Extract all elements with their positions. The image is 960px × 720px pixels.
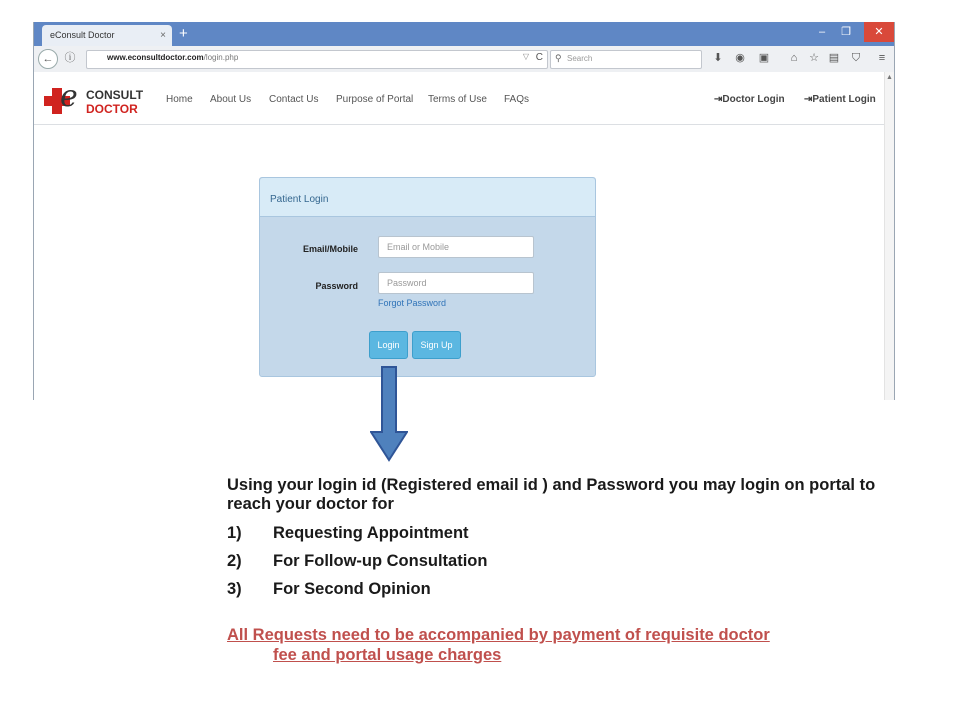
site-info-icon[interactable]: ⓘ <box>64 52 76 64</box>
browser-tab[interactable] <box>42 25 172 46</box>
nav-contact-link[interactable]: Contact Us <box>269 94 319 105</box>
site-header <box>34 72 884 125</box>
login-button[interactable]: Login <box>369 331 408 359</box>
page-scrollbar[interactable] <box>884 72 895 400</box>
list-item <box>227 519 907 547</box>
purpose-list <box>227 519 907 603</box>
maximize-icon[interactable]: ❐ <box>841 26 851 38</box>
nav-home-link[interactable]: Home <box>166 94 193 105</box>
logo-letter: e <box>60 79 78 114</box>
back-arrow-icon[interactable]: ← <box>38 49 58 69</box>
new-tab-icon[interactable]: + <box>179 25 188 42</box>
email-label: Email/Mobile <box>302 244 358 254</box>
down-arrow-icon <box>370 366 408 462</box>
browser-window <box>33 22 895 400</box>
list-text: For Follow-up Consultation <box>273 552 488 570</box>
sign-in-icon: ⇥ <box>804 94 813 105</box>
dropdown-icon[interactable]: ▽ <box>522 52 529 61</box>
password-label: Password <box>315 281 358 291</box>
url-path: /login.php <box>203 53 239 62</box>
url-domain: www.econsultdoctor.com <box>107 53 204 62</box>
list-number: 2) <box>227 552 242 570</box>
clipboard-icon[interactable]: ▤ <box>828 52 840 64</box>
search-icon: ⚲ <box>555 53 562 63</box>
list-number: 1) <box>227 524 242 542</box>
panel-title: Patient Login <box>270 194 329 205</box>
shield-icon[interactable]: ⛉ <box>851 52 861 64</box>
hamburger-menu-icon[interactable]: ≡ <box>878 52 886 64</box>
pocket-icon[interactable]: ◉ <box>735 52 745 64</box>
url-text <box>107 53 238 62</box>
minimize-icon[interactable]: – <box>818 26 826 38</box>
logo-doctor-text: DOCTOR <box>86 102 138 116</box>
logo-consult-text: CONSULT <box>86 88 144 102</box>
doctor-login-link[interactable] <box>714 94 785 105</box>
tab-title: eConsult Doctor <box>50 30 115 40</box>
browser-titlebar <box>34 22 894 46</box>
browser-toolbar <box>34 46 894 73</box>
url-bar[interactable] <box>86 50 548 69</box>
signup-button[interactable]: Sign Up <box>412 331 461 359</box>
list-item <box>227 575 907 603</box>
extension-icon[interactable]: ▣ <box>758 52 770 64</box>
patient-login-link[interactable] <box>804 94 876 105</box>
email-field[interactable] <box>378 236 534 258</box>
site-logo[interactable] <box>40 80 160 120</box>
list-text: Requesting Appointment <box>273 524 469 542</box>
panel-header <box>260 178 595 217</box>
home-icon[interactable]: ⌂ <box>790 52 798 64</box>
download-icon[interactable]: ⬇ <box>713 52 723 64</box>
sign-in-icon: ⇥ <box>714 94 723 105</box>
nav-about-link[interactable]: About Us <box>210 94 252 105</box>
patient-login-panel <box>259 177 596 377</box>
close-window-icon[interactable]: ✕ <box>864 22 894 42</box>
payment-note-line2: fee and portal usage charges <box>273 646 502 664</box>
list-text: For Second Opinion <box>273 580 431 598</box>
list-number: 3) <box>227 580 242 598</box>
payment-note <box>227 625 907 665</box>
intro-paragraph: Using your login id (Registered email id ) and Password you may login on portal to reach your doctor for <box>227 476 876 513</box>
password-field[interactable] <box>378 272 534 294</box>
forgot-password-link[interactable]: Forgot Password <box>378 298 447 308</box>
search-input[interactable] <box>550 50 702 69</box>
search-placeholder: Search <box>567 54 593 63</box>
nav-purpose-link[interactable]: Purpose of Portal <box>336 94 414 105</box>
instructions-text <box>227 476 907 665</box>
nav-terms-link[interactable]: Terms of Use <box>428 94 487 105</box>
patient-login-label: Patient Login <box>812 94 876 105</box>
payment-note-line1: All Requests need to be accompanied by payment of requisite doctor <box>227 626 770 644</box>
bookmark-star-icon[interactable]: ☆ <box>809 52 819 64</box>
list-item <box>227 547 907 575</box>
doctor-login-label: Doctor Login <box>722 94 785 105</box>
tab-close-icon[interactable]: × <box>160 30 166 41</box>
nav-faqs-link[interactable]: FAQs <box>504 94 530 105</box>
reload-icon[interactable]: C <box>535 52 543 63</box>
scroll-up-icon[interactable]: ▲ <box>886 74 893 81</box>
